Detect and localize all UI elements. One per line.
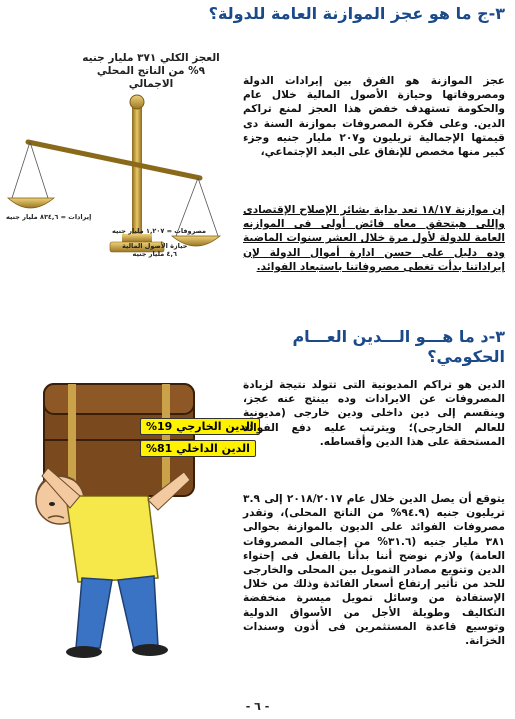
assets-label-line1: حيازة الأصول المالية — [122, 242, 188, 250]
section-3c-heading: ٣-ج ما هو عجز الموازنة العامة للدولة؟ — [208, 4, 505, 23]
deficit-note-line1: العجز الكلي ٣٧١ مليار جنيه — [82, 52, 220, 64]
internal-debt-label: الدين الداخلي 81% — [140, 440, 256, 457]
balance-scale-illustration — [4, 50, 222, 265]
deficit-note-line2: ٩% من الناتج المحلي — [96, 65, 206, 77]
deficit-note-line3: الاجمالي — [128, 78, 174, 90]
expenses-label: مصروفات = ١,٢٠٧ مليار جنيه — [112, 227, 207, 235]
section-3d-paragraph-2: يتوقع أن يصل الدين خلال عام ٢٠١٨/٢٠١٧ إلى ٣.٩ تريليون جنيه (٩٤.٩% من الناتج المحلى)، وتقدر مصروفات الفوائد على الديون بالموازنة بحوالى ٣٨١ مليار جنيه (٣١.٦% من إجمالى المصروفات العامة) ولازم نوضح أننا بدأنا بالفعل فى إحتواء الدين وتنويع مصادر التمويل بين المحلى والخارجى للحد من تأثير إرتفاع أسعار الفائدة وذلك من خلال الإستفادة من وسائل تمويل ميسرة منخفضة التكاليف وطويلة الأجل من الأسواق الدولية وتوسيع قاعدة المستثمرين فى أذون وسندات الخزانة. — [243, 493, 506, 648]
debt-burden-illustration — [8, 368, 254, 668]
section-3d-heading — [265, 327, 505, 367]
section-3d-heading-line2: الحكومي؟ — [427, 347, 505, 366]
section-3d-paragraph-1: الدين هو تراكم المديونية التى تتولد نتيجة لزيادة المصروفات عن الايرادات وده بينتج عنه عجز، وينقسم إلى دين داخلى ودين خارجى (مديونية للعالم الخارجى)؛ ويترتب عليه دفع الفوائد المستحقة على هذا الدين وأقساطه. — [243, 379, 505, 448]
man-carrying-chest-drawing — [8, 368, 236, 668]
section-3d-heading-line1: ٣-د ما هـــو الـــدين العـــام — [292, 327, 505, 346]
section-3c-paragraph-1: عجز الموازنة هو الفرق بين إيرادات الدولة ومصروفاتها وحيازة الأصول المالية خلال عام والحكومة تستهدف خفض هذا العجز لمنع تراكم الدين. وعلى فكرة المصروفات بموازنة السنة دى قيمتها الإجمالية تريليون و٢٠٧ مليار جنيه وجزء كبير منها مخصص للإنفاق على البعد الإجتماعي، — [243, 75, 505, 159]
section-3c-paragraph-2-text: إن موازنة ١٨/١٧ تعد بداية بشائر الإصلاح الإقتصادى وإللى هيتحقق معاه فائض أولى فى الموازنه العامة للدولة لأول مرة خلال العشر سنوات الماضية وده دليل على حسن ادارة أموال الدولة لإن إيراداتنا بدأت تغطى مصروفاتنا باستبعاد الفوائد. — [242, 204, 505, 273]
external-debt-label: الدين الخارجي 19% — [140, 418, 260, 435]
section-3c-paragraph-2 — [243, 203, 505, 274]
assets-label-line2: ٤,٦ مليار جنيه — [132, 250, 177, 258]
assets-label — [122, 242, 187, 258]
page-number: - ٦ - — [245, 700, 270, 713]
revenue-label: إيرادات = ٨٣٤,٦ مليار جنيه — [6, 213, 92, 221]
